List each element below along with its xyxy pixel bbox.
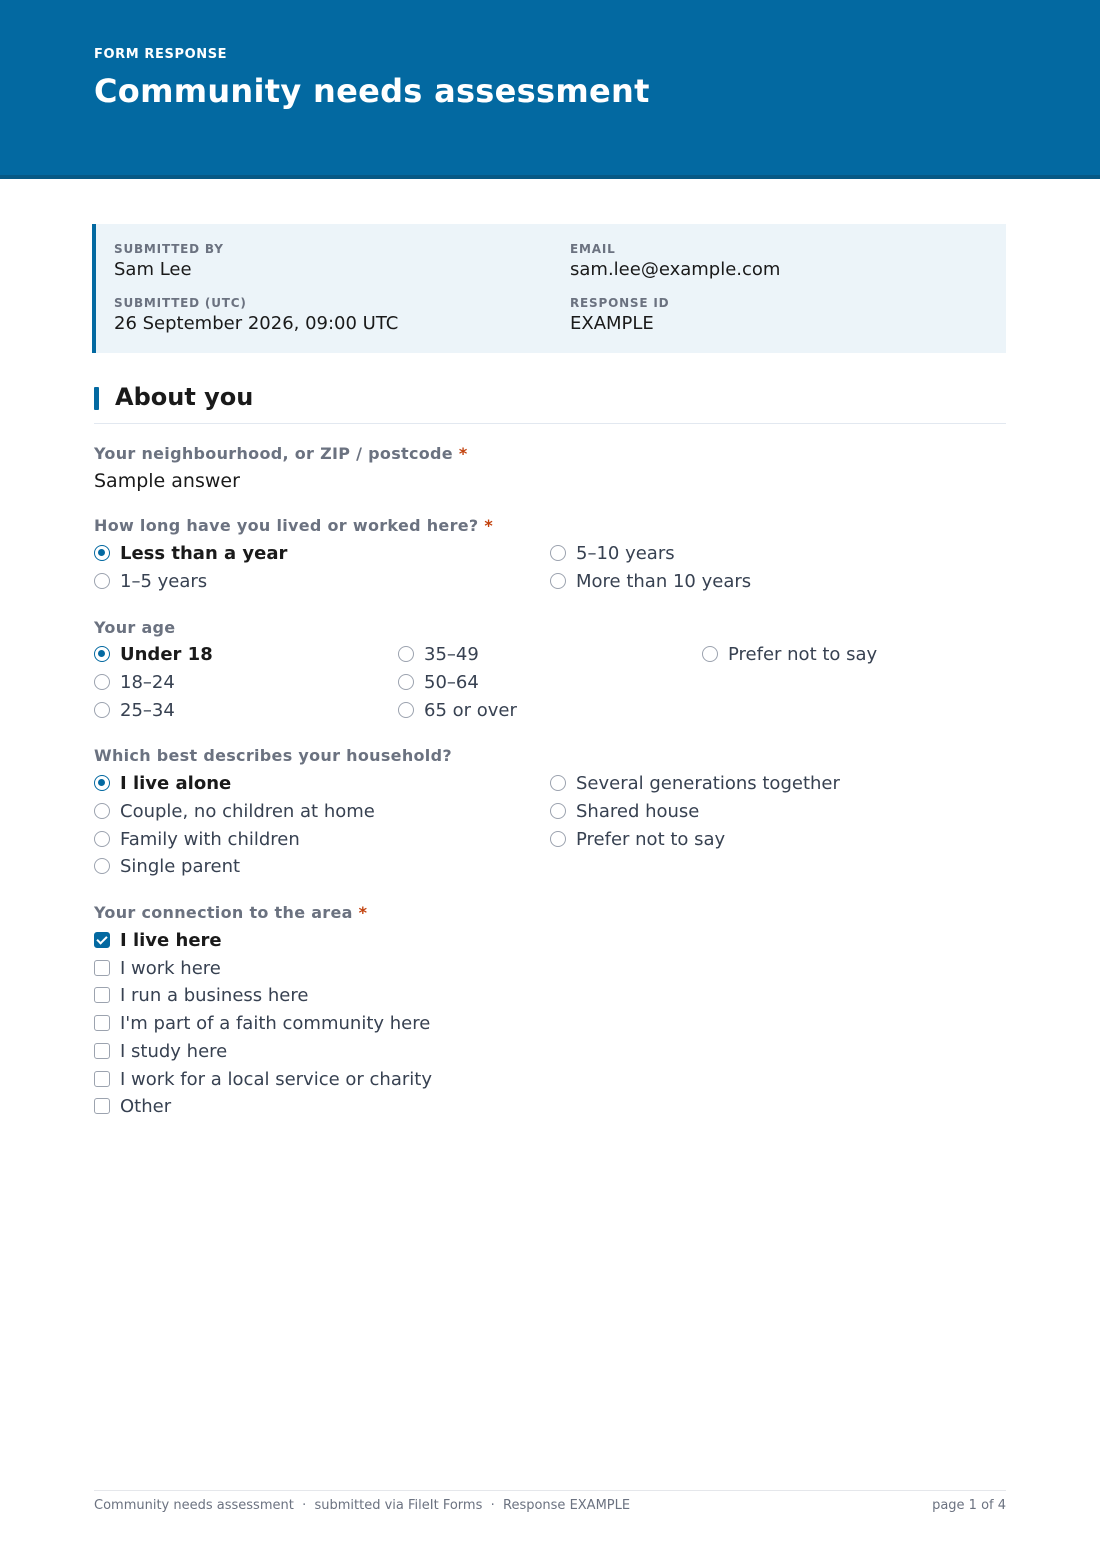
- radio-empty-icon: [550, 831, 566, 847]
- section-accent-bar: [94, 387, 99, 410]
- required-marker: *: [458, 444, 468, 463]
- form-header: [0, 0, 1100, 179]
- meta-label: EMAIL: [570, 242, 616, 256]
- meta-value: Sam Lee: [114, 259, 192, 280]
- checkbox-option[interactable]: [94, 1095, 171, 1117]
- radio-option[interactable]: [398, 671, 479, 693]
- checkbox-empty-icon: [94, 1071, 110, 1087]
- section-title: About you: [115, 383, 254, 411]
- radio-empty-icon: [702, 646, 718, 662]
- radio-option[interactable]: [550, 542, 675, 564]
- option-label: 1–5 years: [120, 570, 208, 592]
- radio-option[interactable]: [398, 643, 479, 665]
- meta-submitted-by: [114, 242, 224, 281]
- question-household-label: [94, 746, 452, 765]
- checkbox-empty-icon: [94, 1015, 110, 1031]
- checkbox-option[interactable]: [94, 1040, 227, 1062]
- option-label: I work here: [120, 957, 221, 979]
- submission-meta: [92, 224, 1006, 353]
- required-marker: *: [358, 903, 368, 922]
- radio-empty-icon: [94, 702, 110, 718]
- option-label: I live here: [120, 929, 222, 951]
- radio-empty-icon: [550, 775, 566, 791]
- radio-selected-icon: [94, 775, 110, 791]
- option-label: I study here: [120, 1040, 228, 1062]
- radio-option[interactable]: [702, 643, 877, 665]
- question-neighbourhood-label: [94, 444, 468, 463]
- radio-option[interactable]: [398, 699, 517, 721]
- meta-label: SUBMITTED BY: [114, 242, 224, 256]
- required-marker: *: [484, 516, 494, 535]
- option-label: 18–24: [120, 671, 175, 693]
- radio-empty-icon: [550, 573, 566, 589]
- option-label: I'm part of a faith community here: [120, 1012, 431, 1034]
- option-label: 5–10 years: [576, 542, 675, 564]
- radio-option[interactable]: [94, 772, 231, 794]
- radio-option[interactable]: [94, 570, 207, 592]
- answer-neighbourhood: Sample answer: [94, 470, 240, 492]
- question-text: Your neighbourhood, or ZIP / postcode: [94, 444, 453, 463]
- radio-option[interactable]: [94, 855, 240, 877]
- form-title: Community needs assessment: [94, 72, 650, 110]
- question-connection-label: [94, 903, 367, 922]
- checkbox-empty-icon: [94, 1098, 110, 1114]
- radio-option[interactable]: [94, 542, 287, 564]
- question-age-label: [94, 618, 175, 637]
- option-label: Less than a year: [120, 542, 288, 564]
- option-label: I live alone: [120, 772, 232, 794]
- option-label: Several generations together: [576, 772, 840, 794]
- option-label: More than 10 years: [576, 570, 752, 592]
- radio-option[interactable]: [550, 800, 699, 822]
- checkbox-option[interactable]: [94, 957, 221, 979]
- checkbox-checked-icon: [94, 932, 110, 948]
- checkbox-option[interactable]: [94, 1068, 432, 1090]
- question-text: Your age: [94, 618, 176, 637]
- radio-selected-icon: [94, 545, 110, 561]
- radio-option[interactable]: [94, 699, 175, 721]
- meta-submitted-time: [114, 296, 398, 335]
- radio-empty-icon: [94, 573, 110, 589]
- meta-value: EXAMPLE: [570, 313, 654, 334]
- question-text: How long have you lived or worked here?: [94, 516, 479, 535]
- radio-empty-icon: [94, 674, 110, 690]
- radio-empty-icon: [398, 646, 414, 662]
- radio-option[interactable]: [550, 828, 725, 850]
- option-label: 50–64: [424, 671, 479, 693]
- option-label: Shared house: [576, 800, 700, 822]
- section-about-you: [94, 383, 1006, 424]
- radio-option[interactable]: [94, 671, 175, 693]
- radio-empty-icon: [94, 831, 110, 847]
- footer-divider: [94, 1490, 1006, 1491]
- option-label: I work for a local service or charity: [120, 1068, 432, 1090]
- checkbox-empty-icon: [94, 987, 110, 1003]
- option-label: Prefer not to say: [728, 643, 878, 665]
- option-label: 65 or over: [424, 699, 517, 721]
- radio-option[interactable]: [94, 643, 213, 665]
- checkbox-option[interactable]: [94, 1012, 430, 1034]
- checkbox-empty-icon: [94, 960, 110, 976]
- option-label: Single parent: [120, 855, 241, 877]
- radio-empty-icon: [94, 803, 110, 819]
- option-label: 25–34: [120, 699, 175, 721]
- radio-option[interactable]: [94, 800, 375, 822]
- meta-label: RESPONSE ID: [570, 296, 670, 310]
- meta-email: [570, 242, 780, 281]
- page-number: page 1 of 4: [932, 1498, 1006, 1513]
- option-label: Under 18: [120, 643, 213, 665]
- radio-option[interactable]: [550, 570, 751, 592]
- radio-selected-icon: [94, 646, 110, 662]
- meta-value: sam.lee@example.com: [570, 259, 781, 280]
- checkbox-option[interactable]: [94, 984, 308, 1006]
- option-label: Other: [120, 1095, 172, 1117]
- form-eyebrow: FORM RESPONSE: [94, 47, 228, 62]
- question-text: Which best describes your household?: [94, 746, 452, 765]
- radio-empty-icon: [550, 803, 566, 819]
- radio-empty-icon: [398, 702, 414, 718]
- checkbox-empty-icon: [94, 1043, 110, 1059]
- question-tenure-label: [94, 516, 493, 535]
- option-label: I run a business here: [120, 984, 309, 1006]
- meta-value: 26 September 2026, 09:00 UTC: [114, 313, 399, 334]
- option-label: Couple, no children at home: [120, 800, 375, 822]
- meta-label: SUBMITTED (UTC): [114, 296, 247, 310]
- checkbox-option[interactable]: [94, 929, 222, 951]
- radio-option[interactable]: [94, 828, 300, 850]
- footer-caption: Community needs assessment · submitted via FileIt Forms · Response EXAMPLE: [94, 1498, 631, 1513]
- radio-option[interactable]: [550, 772, 840, 794]
- option-label: 35–49: [424, 643, 479, 665]
- radio-empty-icon: [550, 545, 566, 561]
- radio-empty-icon: [398, 674, 414, 690]
- option-label: Family with children: [120, 828, 300, 850]
- question-text: Your connection to the area: [94, 903, 353, 922]
- radio-empty-icon: [94, 858, 110, 874]
- option-label: Prefer not to say: [576, 828, 726, 850]
- meta-response-id: [570, 296, 669, 335]
